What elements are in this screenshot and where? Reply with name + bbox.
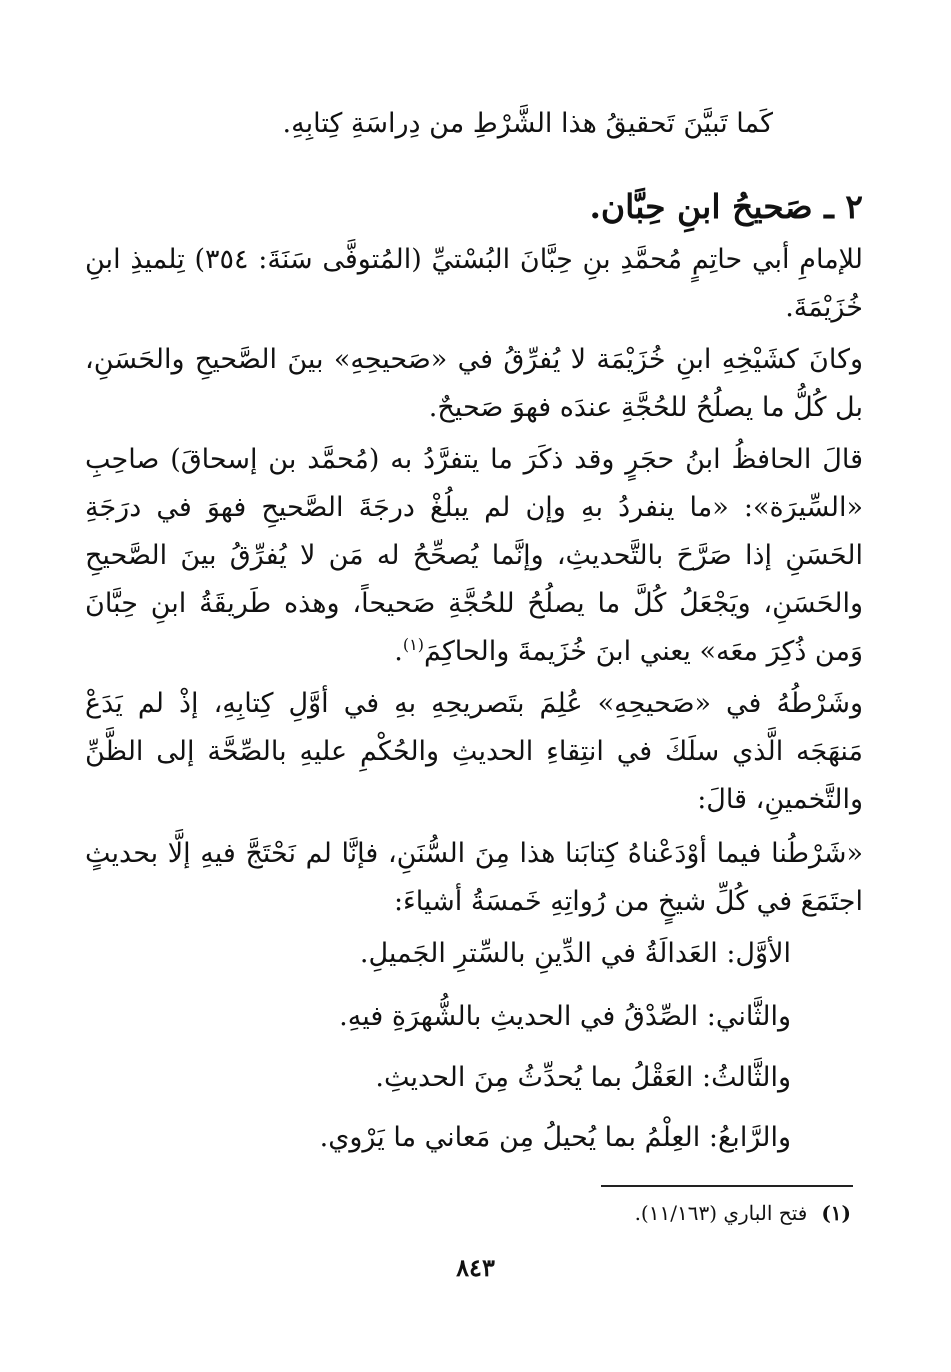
footnote-reference[interactable]: (١)	[402, 635, 424, 654]
paragraph-method: وكانَ كشَيْخِهِ ابنِ خُزَيْمَة لا يُفرِّقُ في «صَحيحِهِ» بينَ الصَّحيحِ والحَسَنِ، بل كُلُّ ما يصلُحُ للحُجَّةِ عندَه فهوَ صَحيحٌ.	[85, 344, 863, 423]
condition-item: والثَّاني: الصِّدْقُ في الحديثِ بالشُّهرَةِ فيهِ.	[339, 1001, 791, 1032]
condition-item: والرَّابعُ: العِلْمُ بما يُحيلُ مِن مَعاني ما يَرْوي.	[319, 1122, 791, 1153]
paragraph-quote-start: «شَرْطُنا فيما أوْدَعْناهُ كِتابَنا هذا مِنَ السُّنَنِ، فإنَّا لم نَحْتَجَّ فيهِ إلَّا بحديثٍ اجتَمَعَ في كُلِّ شيخٍ من رُواتِهِ خَمسَةُ أشياءَ:	[85, 838, 863, 917]
paragraph-text: قالَ الحافظُ ابنُ حجَرٍ وقد ذكَرَ ما يتفرَّدُ به (مُحمَّد بن إسحاقَ) صاحِبِ «السِّيرَة»: «ما ينفردُ بهِ وإن لم يبلُغْ درجَةَ الصَّحيحِ فهوَ في درَجَةِ الحَسَنِ إذا صَرَّحَ بالتَّحديثِ، وإنَّما يُصحِّحُ له مَن لا يُفرِّقُ بينَ الصَّحيحِ والحَسَنِ، ويَجْعَلُ كُلَّ ما يصلُحُ للحُجَّةِ صَحيحاً، وهذه طَريقَةُ ابنِ حِبَّانَ وَمن ذُكِرَ معَه» يعني ابنَ خُزَيمةَ والحاكِمَ	[85, 444, 863, 667]
paragraph-author: للإمامِ أبي حاتِمٍ مُحمَّدِ بنِ حِبَّانَ البُسْتيِّ (المُتوفَّى سَنَةَ: ٣٥٤) تِلميذِ ابنِ خُزَيْمَةَ.	[85, 244, 864, 323]
page-number: ٨٤٣	[456, 1253, 495, 1282]
paragraph-condition-intro: وشَرْطُهُ في «صَحيحِهِ» عُلِمَ بتَصريحِهِ بهِ في أوَّلِ كِتابِهِ، إذْ لم يَدَعْ مَنهَجَه الَّذي سلَكَ في انتِقاءِ الحديثِ والحُكْمِ عليهِ بالصِّحَّة إلى الظَّنِّ والتَّخمينِ، قالَ:	[85, 688, 863, 815]
footnote-marker: (١)	[821, 1201, 851, 1225]
condition-item: والثَّالثُ: العَقْلُ بما يُحدِّثُ مِنَ الحديثِ.	[375, 1062, 791, 1093]
paragraph-ibn-hajar-quote: قالَ الحافظُ ابنُ حجَرٍ وقد ذكَرَ ما يتفرَّدُ به (مُحمَّد بن إسحاقَ) صاحِبِ «السِّيرَة»: «ما ينفردُ بهِ وإن لم يبلُغْ درجَةَ الصَّحيحِ فهوَ في درَجَةِ الحَسَنِ إذا صَرَّحَ بالتَّحديثِ، وإنَّما يُصحِّحُ له مَن لا يُفرِّقُ بينَ الصَّحيحِ والحَسَنِ، ويَجْعَلُ كُلَّ ما يصلُحُ للحُجَّةِ صَحيحاً، وهذه طَريقَةُ ابنِ حِبَّانَ وَمن ذُكِرَ معَه» يعني ابنَ خُزَيمةَ والحاكِمَ$^{(١)}$.	[85, 444, 863, 667]
footnote	[635, 1196, 851, 1230]
footnote-divider	[601, 1185, 853, 1187]
section-heading: ٢ ـ صَحيحُ ابنِ حِبَّان.	[589, 187, 863, 226]
footnote-text: فتح الباري (١١/١٦٣).	[634, 1201, 808, 1225]
condition-item: الأوَّل: العَدالَةُ في الدِّينِ بالسِّترِ الجَميلِ.	[359, 938, 791, 969]
intro-line: كَما تَبيَّنَ تَحقيقُ هذا الشَّرْطِ من دِراسَةِ كِتابِهِ.	[282, 108, 773, 139]
